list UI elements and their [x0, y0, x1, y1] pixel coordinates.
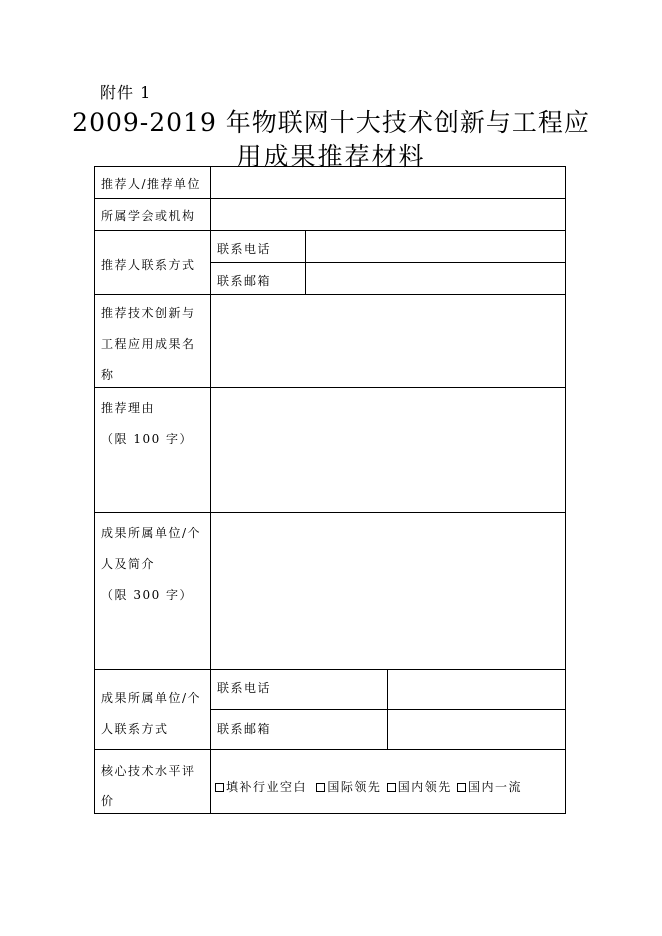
reason-field[interactable] [211, 388, 565, 512]
checkbox-icon [215, 783, 224, 792]
unit-intro-label-2: 人及简介 [101, 557, 156, 571]
checkbox-icon [457, 783, 466, 792]
recommender-field[interactable] [211, 167, 565, 198]
option-domestic-first-class[interactable]: 国内一流 [457, 780, 522, 794]
reason-limit-label: （限 100 字） [101, 432, 194, 446]
option-international-leading[interactable]: 国际领先 [316, 780, 381, 794]
unit-phone-label: 联系电话 [217, 681, 272, 695]
unit-intro-field[interactable] [211, 513, 565, 669]
society-field[interactable] [211, 199, 565, 230]
evaluation-label-2: 价 [101, 794, 115, 808]
achievement-name-field[interactable] [211, 295, 565, 387]
unit-email-field[interactable] [388, 710, 565, 749]
recommendation-form-table [94, 166, 566, 814]
achievement-name-label-1: 推荐技术创新与 [101, 306, 196, 320]
achievement-name-label-2: 工程应用成果名 [101, 337, 196, 351]
recommender-label: 推荐人/推荐单位 [101, 177, 202, 191]
recommender-email-label: 联系邮箱 [217, 274, 272, 288]
attachment-label: 附件 1 [100, 83, 152, 102]
unit-contact-label-2: 人联系方式 [101, 722, 169, 736]
recommender-email-field[interactable] [306, 263, 565, 294]
checkbox-icon [316, 783, 325, 792]
unit-phone-field[interactable] [388, 670, 565, 709]
society-label: 所属学会或机构 [101, 209, 196, 223]
recommender-contact-label: 推荐人联系方式 [101, 258, 196, 272]
option-domestic-leading[interactable]: 国内领先 [387, 780, 452, 794]
unit-contact-label-1: 成果所属单位/个 [101, 691, 202, 705]
reason-label: 推荐理由 [101, 401, 156, 415]
unit-intro-limit-label: （限 300 字） [101, 588, 194, 602]
achievement-name-label-3: 称 [101, 368, 115, 382]
unit-intro-label-1: 成果所属单位/个 [101, 526, 202, 540]
page-title-line-1: 2009-2019 年物联网十大技术创新与工程应 [72, 108, 590, 137]
recommender-phone-field[interactable] [306, 231, 565, 262]
evaluation-options [215, 778, 522, 795]
recommender-phone-label: 联系电话 [217, 242, 272, 256]
unit-email-label: 联系邮箱 [217, 722, 272, 736]
page-title-line-2: 用成果推荐材料 [236, 142, 426, 171]
evaluation-label-1: 核心技术水平评 [101, 764, 196, 778]
checkbox-icon [387, 783, 396, 792]
option-fill-gap[interactable]: 填补行业空白 [215, 780, 307, 794]
